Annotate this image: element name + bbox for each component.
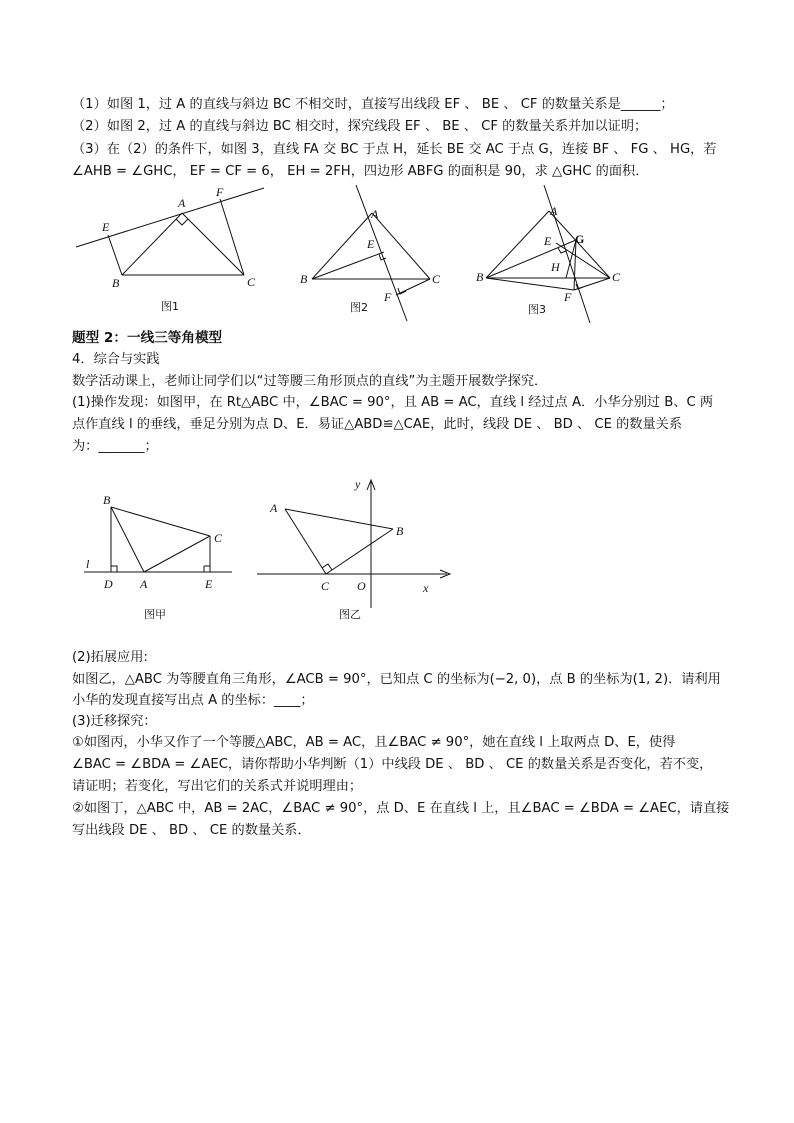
figure-1 xyxy=(72,183,272,318)
question-1-text: （1）如图 1，过 A 的直线与斜边 BC 不相交时，直接写出线段 EF 、 BE 、 CF 的数量关系是______； xyxy=(72,97,674,112)
part-2-text-line1: 如图乙，△ABC 为等腰直角三角形，∠ACB = 90°，已知点 C 的坐标为(−2, 0)，点 B 的坐标为(1, 2)．请利用 xyxy=(72,672,721,687)
figure-jia xyxy=(80,488,245,628)
yi-label-O: O xyxy=(357,579,366,593)
fig1-label-A: A xyxy=(178,196,186,210)
fig2-caption: 图2 xyxy=(350,301,368,314)
part-3-2-text-line1: ②如图丁，△ABC 中，AB = 2AC，∠BAC ≠ 90°，点 D、E 在直线 l 上，且∠BAC = ∠BDA = ∠AEC，请直接 xyxy=(72,801,730,816)
fig1-label-F: F xyxy=(216,185,224,199)
question-3-text-line1: （3）在（2）的条件下，如图 3，直线 FA 交 BC 于点 H，延长 BE 交 AC 于点 G，连接 BF 、 FG 、 HG，若 xyxy=(72,142,717,157)
question-4-intro: 数学活动课上，老师让同学们以“过等腰三角形顶点的直线”为主题开展数学探究． xyxy=(72,374,548,389)
part-3-1-text-line3: 请证明；若变化，写出它们的关系式并说明理由； xyxy=(72,779,363,794)
section-title: 题型 2：一线三等角模型 xyxy=(72,330,223,346)
figure-yi xyxy=(255,478,460,628)
part-3-1-text-line2: ∠BAC = ∠BDA = ∠AEC，请你帮助小华判断（1）中线段 DE 、 BD 、 CE 的数量关系是否变化，若不变， xyxy=(72,757,713,772)
part-2-text-line2: 小华的发现直接写出点 A 的坐标：____； xyxy=(72,693,314,708)
fig3-label-H: H xyxy=(551,260,560,274)
question-2-text: （2）如图 2，过 A 的直线与斜边 BC 相交时，探究线段 EF 、 BE 、 CF 的数量关系并加以证明； xyxy=(72,119,648,134)
fig2-label-C: C xyxy=(432,272,441,286)
fig1-caption: 图1 xyxy=(161,300,179,313)
fig3-caption: 图3 xyxy=(528,303,546,316)
yi-label-B: B xyxy=(396,524,404,538)
part-1-text-line1: (1)操作发现：如图甲，在 Rt△ABC 中，∠BAC = 90°，且 AB = AC，直线 l 经过点 A．小华分别过 B、C 两 xyxy=(72,395,714,410)
fig3-label-B: B xyxy=(476,270,484,284)
question-4-heading: 4．综合与实践 xyxy=(72,352,160,367)
jia-label-C: C xyxy=(214,531,223,545)
part-3-2-text-line2: 写出线段 DE 、 BD 、 CE 的数量关系． xyxy=(72,823,311,838)
jia-label-E: E xyxy=(205,577,213,591)
yi-label-x: x xyxy=(423,581,429,595)
jia-label-D: D xyxy=(104,577,113,591)
question-3-text-line2: ∠AHB = ∠GHC， EF = CF = 6， EH = 2FH，四边形 ABFG 的面积是 90，求 △GHC 的面积． xyxy=(72,164,649,179)
yi-label-y: y xyxy=(355,478,361,491)
fig2-label-B: B xyxy=(300,272,308,286)
jia-label-l: l xyxy=(86,557,90,571)
jia-caption: 图甲 xyxy=(144,608,166,621)
fig3-label-F: F xyxy=(564,290,572,304)
yi-label-A: A xyxy=(270,501,278,515)
part-1-text-line2: 点作直线 l 的垂线，垂足分别为点 D、E．易证△ABD≌△CAE，此时，线段 DE 、 BD 、 CE 的数量关系 xyxy=(72,417,683,432)
fig2-label-E: E xyxy=(367,237,375,251)
jia-label-B: B xyxy=(103,493,111,507)
fig1-label-C: C xyxy=(247,275,256,289)
fig2-label-A: A xyxy=(371,207,379,221)
fig3-label-A: A xyxy=(550,204,558,218)
part-2-heading: (2)拓展应用: xyxy=(72,650,148,665)
part-3-1-text-line1: ①如图丙，小华又作了一个等腰△ABC，AB = AC，且∠BAC ≠ 90°，她在直线 l 上取两点 D、E，使得 xyxy=(72,735,676,750)
jia-label-A: A xyxy=(140,577,148,591)
fig3-label-E: E xyxy=(544,234,552,248)
yi-caption: 图乙 xyxy=(339,608,361,621)
figure-3 xyxy=(472,183,632,325)
fig2-label-F: F xyxy=(384,290,392,304)
yi-label-C: C xyxy=(321,579,330,593)
fig3-label-C: C xyxy=(612,270,621,284)
part-1-text-line3: 为：_______； xyxy=(72,439,158,454)
fig3-label-G: G xyxy=(575,232,585,246)
figure-2 xyxy=(292,183,452,323)
fig1-label-E: E xyxy=(102,220,110,234)
fig1-label-B: B xyxy=(112,276,120,290)
part-3-heading: (3)迁移探究： xyxy=(72,714,157,729)
